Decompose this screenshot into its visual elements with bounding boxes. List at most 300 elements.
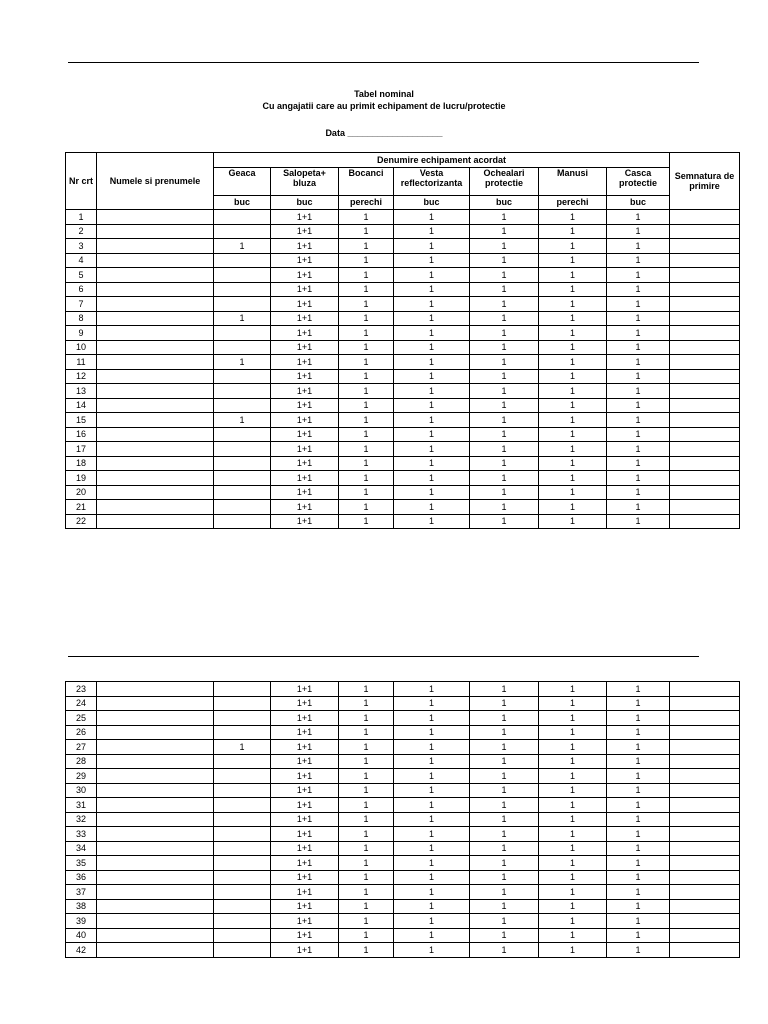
cell-bocanci: 1 <box>339 783 394 798</box>
table-row <box>66 841 740 856</box>
cell-bocanci: 1 <box>339 870 394 885</box>
cell-manusi: 1 <box>539 471 607 486</box>
table-row <box>66 711 740 726</box>
table-row <box>66 471 740 486</box>
cell-casca: 1 <box>607 514 670 529</box>
cell-nr: 12 <box>66 369 97 384</box>
cell-salopeta: 1+1 <box>271 427 339 442</box>
cell-ochelari: 1 <box>470 340 539 355</box>
cell-ochelari: 1 <box>470 725 539 740</box>
cell-bocanci: 1 <box>339 812 394 827</box>
table-row <box>66 885 740 900</box>
cell-name <box>97 340 214 355</box>
cell-casca: 1 <box>607 224 670 239</box>
cell-vesta: 1 <box>394 725 470 740</box>
cell-salopeta: 1+1 <box>271 282 339 297</box>
cell-manusi: 1 <box>539 827 607 842</box>
cell-salopeta: 1+1 <box>271 340 339 355</box>
cell-geaca <box>214 870 271 885</box>
cell-ochelari: 1 <box>470 384 539 399</box>
cell-casca: 1 <box>607 471 670 486</box>
cell-vesta: 1 <box>394 355 470 370</box>
cell-vesta: 1 <box>394 514 470 529</box>
cell-nr: 38 <box>66 899 97 914</box>
cell-manusi: 1 <box>539 870 607 885</box>
cell-ochelari: 1 <box>470 870 539 885</box>
cell-bocanci: 1 <box>339 682 394 697</box>
cell-name <box>97 514 214 529</box>
cell-geaca <box>214 297 271 312</box>
cell-vesta: 1 <box>394 696 470 711</box>
cell-nr: 3 <box>66 239 97 254</box>
cell-manusi: 1 <box>539 754 607 769</box>
equipment-header-ochelari: Ochealari protectie <box>470 167 539 195</box>
cell-salopeta: 1+1 <box>271 311 339 326</box>
cell-semnatura <box>670 740 740 755</box>
cell-casca: 1 <box>607 398 670 413</box>
equipment-header-geaca: Geaca <box>214 167 271 195</box>
cell-salopeta: 1+1 <box>271 442 339 457</box>
cell-semnatura <box>670 413 740 428</box>
equipment-header-casca: Casca protectie <box>607 167 670 195</box>
cell-manusi: 1 <box>539 355 607 370</box>
cell-nr: 27 <box>66 740 97 755</box>
cell-bocanci: 1 <box>339 268 394 283</box>
cell-geaca <box>214 471 271 486</box>
cell-name <box>97 471 214 486</box>
table-row <box>66 398 740 413</box>
cell-casca: 1 <box>607 885 670 900</box>
cell-ochelari: 1 <box>470 471 539 486</box>
cell-bocanci: 1 <box>339 740 394 755</box>
cell-salopeta: 1+1 <box>271 355 339 370</box>
cell-geaca <box>214 384 271 399</box>
cell-geaca <box>214 253 271 268</box>
cell-vesta: 1 <box>394 326 470 341</box>
cell-salopeta: 1+1 <box>271 413 339 428</box>
cell-geaca <box>214 798 271 813</box>
table-row <box>66 783 740 798</box>
cell-casca: 1 <box>607 899 670 914</box>
cell-nr: 6 <box>66 282 97 297</box>
table-body-page-1 <box>66 210 740 529</box>
cell-manusi: 1 <box>539 943 607 958</box>
cell-semnatura <box>670 355 740 370</box>
cell-name <box>97 224 214 239</box>
cell-nr: 9 <box>66 326 97 341</box>
cell-bocanci: 1 <box>339 326 394 341</box>
cell-salopeta: 1+1 <box>271 711 339 726</box>
cell-salopeta: 1+1 <box>271 754 339 769</box>
cell-casca: 1 <box>607 725 670 740</box>
unit-casca: buc <box>607 195 670 210</box>
cell-bocanci: 1 <box>339 841 394 856</box>
cell-nr: 13 <box>66 384 97 399</box>
cell-nr: 2 <box>66 224 97 239</box>
cell-nr: 14 <box>66 398 97 413</box>
cell-vesta: 1 <box>394 899 470 914</box>
cell-bocanci: 1 <box>339 253 394 268</box>
cell-nr: 40 <box>66 928 97 943</box>
cell-nr: 42 <box>66 943 97 958</box>
cell-manusi: 1 <box>539 682 607 697</box>
table-row <box>66 682 740 697</box>
cell-manusi: 1 <box>539 268 607 283</box>
cell-ochelari: 1 <box>470 210 539 225</box>
cell-name <box>97 928 214 943</box>
cell-vesta: 1 <box>394 841 470 856</box>
table-row <box>66 827 740 842</box>
cell-name <box>97 885 214 900</box>
cell-geaca <box>214 696 271 711</box>
cell-casca: 1 <box>607 769 670 784</box>
cell-ochelari: 1 <box>470 355 539 370</box>
cell-semnatura <box>670 297 740 312</box>
cell-geaca <box>214 485 271 500</box>
cell-salopeta: 1+1 <box>271 514 339 529</box>
cell-salopeta: 1+1 <box>271 827 339 842</box>
equipment-group-header: Denumire echipament acordat <box>214 153 670 168</box>
cell-casca: 1 <box>607 783 670 798</box>
cell-geaca <box>214 268 271 283</box>
unit-salopeta: buc <box>271 195 339 210</box>
cell-salopeta: 1+1 <box>271 914 339 929</box>
cell-semnatura <box>670 870 740 885</box>
table-row <box>66 239 740 254</box>
cell-name <box>97 369 214 384</box>
cell-casca: 1 <box>607 210 670 225</box>
table-row <box>66 297 740 312</box>
cell-semnatura <box>670 253 740 268</box>
cell-nr: 18 <box>66 456 97 471</box>
cell-vesta: 1 <box>394 427 470 442</box>
cell-casca: 1 <box>607 943 670 958</box>
cell-casca: 1 <box>607 282 670 297</box>
table-row <box>66 224 740 239</box>
cell-nr: 36 <box>66 870 97 885</box>
cell-salopeta: 1+1 <box>271 471 339 486</box>
cell-vesta: 1 <box>394 885 470 900</box>
cell-vesta: 1 <box>394 282 470 297</box>
cell-vesta: 1 <box>394 928 470 943</box>
cell-bocanci: 1 <box>339 282 394 297</box>
cell-salopeta: 1+1 <box>271 769 339 784</box>
cell-bocanci: 1 <box>339 355 394 370</box>
name-header: Numele si prenumele <box>97 153 214 210</box>
cell-geaca <box>214 369 271 384</box>
cell-name <box>97 297 214 312</box>
cell-geaca <box>214 456 271 471</box>
cell-bocanci: 1 <box>339 514 394 529</box>
table-row <box>66 725 740 740</box>
cell-casca: 1 <box>607 384 670 399</box>
cell-casca: 1 <box>607 485 670 500</box>
unit-geaca: buc <box>214 195 271 210</box>
cell-vesta: 1 <box>394 297 470 312</box>
cell-geaca <box>214 682 271 697</box>
cell-geaca: 1 <box>214 740 271 755</box>
cell-casca: 1 <box>607 928 670 943</box>
table-row <box>66 268 740 283</box>
cell-salopeta: 1+1 <box>271 856 339 871</box>
cell-nr: 5 <box>66 268 97 283</box>
cell-semnatura <box>670 856 740 871</box>
cell-nr: 34 <box>66 841 97 856</box>
cell-name <box>97 485 214 500</box>
cell-geaca <box>214 754 271 769</box>
cell-geaca <box>214 398 271 413</box>
cell-salopeta: 1+1 <box>271 326 339 341</box>
cell-vesta: 1 <box>394 398 470 413</box>
cell-ochelari: 1 <box>470 427 539 442</box>
cell-casca: 1 <box>607 369 670 384</box>
cell-geaca <box>214 812 271 827</box>
document-title: Tabel nominal <box>354 89 414 99</box>
cell-manusi: 1 <box>539 442 607 457</box>
cell-ochelari: 1 <box>470 398 539 413</box>
table-row <box>66 914 740 929</box>
cell-bocanci: 1 <box>339 943 394 958</box>
cell-nr: 39 <box>66 914 97 929</box>
cell-semnatura <box>670 210 740 225</box>
cell-name <box>97 500 214 515</box>
cell-ochelari: 1 <box>470 928 539 943</box>
cell-salopeta: 1+1 <box>271 943 339 958</box>
table-row <box>66 500 740 515</box>
cell-geaca <box>214 326 271 341</box>
cell-casca: 1 <box>607 914 670 929</box>
cell-semnatura <box>670 268 740 283</box>
cell-name <box>97 326 214 341</box>
cell-manusi: 1 <box>539 711 607 726</box>
cell-manusi: 1 <box>539 297 607 312</box>
cell-semnatura <box>670 398 740 413</box>
cell-manusi: 1 <box>539 812 607 827</box>
cell-geaca <box>214 340 271 355</box>
cell-semnatura <box>670 384 740 399</box>
cell-nr: 35 <box>66 856 97 871</box>
cell-name <box>97 696 214 711</box>
cell-nr: 37 <box>66 885 97 900</box>
cell-nr: 8 <box>66 311 97 326</box>
cell-nr: 15 <box>66 413 97 428</box>
cell-ochelari: 1 <box>470 696 539 711</box>
cell-salopeta: 1+1 <box>271 369 339 384</box>
cell-ochelari: 1 <box>470 268 539 283</box>
cell-vesta: 1 <box>394 442 470 457</box>
cell-ochelari: 1 <box>470 682 539 697</box>
cell-vesta: 1 <box>394 740 470 755</box>
cell-semnatura <box>670 827 740 842</box>
top-rule-page-1 <box>68 62 699 63</box>
cell-geaca <box>214 827 271 842</box>
cell-manusi: 1 <box>539 769 607 784</box>
cell-manusi: 1 <box>539 500 607 515</box>
cell-ochelari: 1 <box>470 413 539 428</box>
cell-bocanci: 1 <box>339 696 394 711</box>
cell-bocanci: 1 <box>339 456 394 471</box>
cell-nr: 4 <box>66 253 97 268</box>
cell-ochelari: 1 <box>470 711 539 726</box>
table-row <box>66 369 740 384</box>
cell-nr: 26 <box>66 725 97 740</box>
table-body-page-2 <box>66 682 740 958</box>
table-row <box>66 769 740 784</box>
cell-vesta: 1 <box>394 812 470 827</box>
cell-geaca <box>214 224 271 239</box>
cell-bocanci: 1 <box>339 769 394 784</box>
document-subtitle: Cu angajatii care au primit echipament de lucru/protectie <box>262 101 506 111</box>
cell-casca: 1 <box>607 696 670 711</box>
cell-semnatura <box>670 885 740 900</box>
table-row <box>66 856 740 871</box>
cell-manusi: 1 <box>539 224 607 239</box>
cell-vesta: 1 <box>394 369 470 384</box>
cell-bocanci: 1 <box>339 928 394 943</box>
cell-casca: 1 <box>607 311 670 326</box>
cell-name <box>97 268 214 283</box>
cell-bocanci: 1 <box>339 413 394 428</box>
cell-semnatura <box>670 456 740 471</box>
cell-ochelari: 1 <box>470 943 539 958</box>
unit-manusi: perechi <box>539 195 607 210</box>
cell-name <box>97 427 214 442</box>
cell-bocanci: 1 <box>339 239 394 254</box>
cell-geaca <box>214 841 271 856</box>
cell-semnatura <box>670 899 740 914</box>
cell-nr: 29 <box>66 769 97 784</box>
cell-name <box>97 899 214 914</box>
cell-ochelari: 1 <box>470 769 539 784</box>
cell-nr: 19 <box>66 471 97 486</box>
cell-vesta: 1 <box>394 268 470 283</box>
cell-name <box>97 725 214 740</box>
cell-semnatura <box>670 696 740 711</box>
table-row <box>66 485 740 500</box>
cell-salopeta: 1+1 <box>271 456 339 471</box>
cell-name <box>97 754 214 769</box>
cell-bocanci: 1 <box>339 885 394 900</box>
cell-manusi: 1 <box>539 398 607 413</box>
cell-casca: 1 <box>607 682 670 697</box>
cell-semnatura <box>670 369 740 384</box>
cell-semnatura <box>670 711 740 726</box>
cell-ochelari: 1 <box>470 798 539 813</box>
table-row <box>66 943 740 958</box>
cell-geaca <box>214 856 271 871</box>
cell-salopeta: 1+1 <box>271 870 339 885</box>
cell-casca: 1 <box>607 456 670 471</box>
cell-ochelari: 1 <box>470 754 539 769</box>
cell-vesta: 1 <box>394 485 470 500</box>
cell-semnatura <box>670 500 740 515</box>
table-row <box>66 812 740 827</box>
cell-geaca <box>214 783 271 798</box>
cell-bocanci: 1 <box>339 711 394 726</box>
table-row <box>66 514 740 529</box>
cell-salopeta: 1+1 <box>271 696 339 711</box>
cell-vesta: 1 <box>394 456 470 471</box>
cell-casca: 1 <box>607 297 670 312</box>
equipment-header-salopeta: Salopeta+ bluza <box>271 167 339 195</box>
cell-salopeta: 1+1 <box>271 485 339 500</box>
cell-manusi: 1 <box>539 841 607 856</box>
cell-bocanci: 1 <box>339 210 394 225</box>
cell-semnatura <box>670 282 740 297</box>
equipment-header-bocanci: Bocanci <box>339 167 394 195</box>
cell-ochelari: 1 <box>470 311 539 326</box>
cell-ochelari: 1 <box>470 885 539 900</box>
cell-ochelari: 1 <box>470 485 539 500</box>
cell-vesta: 1 <box>394 311 470 326</box>
table-row <box>66 798 740 813</box>
cell-bocanci: 1 <box>339 398 394 413</box>
cell-name <box>97 856 214 871</box>
cell-manusi: 1 <box>539 384 607 399</box>
cell-name <box>97 827 214 842</box>
cell-geaca <box>214 514 271 529</box>
cell-semnatura <box>670 514 740 529</box>
cell-geaca <box>214 427 271 442</box>
cell-semnatura <box>670 943 740 958</box>
cell-geaca: 1 <box>214 311 271 326</box>
cell-bocanci: 1 <box>339 856 394 871</box>
cell-semnatura <box>670 224 740 239</box>
unit-vesta: buc <box>394 195 470 210</box>
cell-manusi: 1 <box>539 369 607 384</box>
cell-geaca <box>214 725 271 740</box>
table-row <box>66 899 740 914</box>
cell-salopeta: 1+1 <box>271 740 339 755</box>
cell-manusi: 1 <box>539 427 607 442</box>
cell-vesta: 1 <box>394 253 470 268</box>
cell-manusi: 1 <box>539 783 607 798</box>
cell-bocanci: 1 <box>339 442 394 457</box>
cell-vesta: 1 <box>394 870 470 885</box>
signature-header: Semnatura de primire <box>670 153 740 210</box>
nr-crt-header: Nr crt <box>66 153 97 210</box>
table-row <box>66 696 740 711</box>
cell-salopeta: 1+1 <box>271 224 339 239</box>
cell-vesta: 1 <box>394 943 470 958</box>
cell-ochelari: 1 <box>470 456 539 471</box>
cell-salopeta: 1+1 <box>271 210 339 225</box>
cell-manusi: 1 <box>539 210 607 225</box>
cell-salopeta: 1+1 <box>271 783 339 798</box>
table-row <box>66 442 740 457</box>
equipment-table-page-1 <box>65 152 740 529</box>
cell-name <box>97 442 214 457</box>
cell-bocanci: 1 <box>339 224 394 239</box>
cell-nr: 10 <box>66 340 97 355</box>
cell-salopeta: 1+1 <box>271 268 339 283</box>
cell-casca: 1 <box>607 740 670 755</box>
cell-vesta: 1 <box>394 754 470 769</box>
cell-geaca <box>214 500 271 515</box>
cell-manusi: 1 <box>539 239 607 254</box>
cell-semnatura <box>670 682 740 697</box>
cell-manusi: 1 <box>539 928 607 943</box>
cell-vesta: 1 <box>394 413 470 428</box>
table-row <box>66 282 740 297</box>
table-row <box>66 311 740 326</box>
cell-geaca <box>214 943 271 958</box>
cell-name <box>97 456 214 471</box>
cell-nr: 22 <box>66 514 97 529</box>
cell-geaca <box>214 914 271 929</box>
cell-vesta: 1 <box>394 500 470 515</box>
table-row <box>66 253 740 268</box>
